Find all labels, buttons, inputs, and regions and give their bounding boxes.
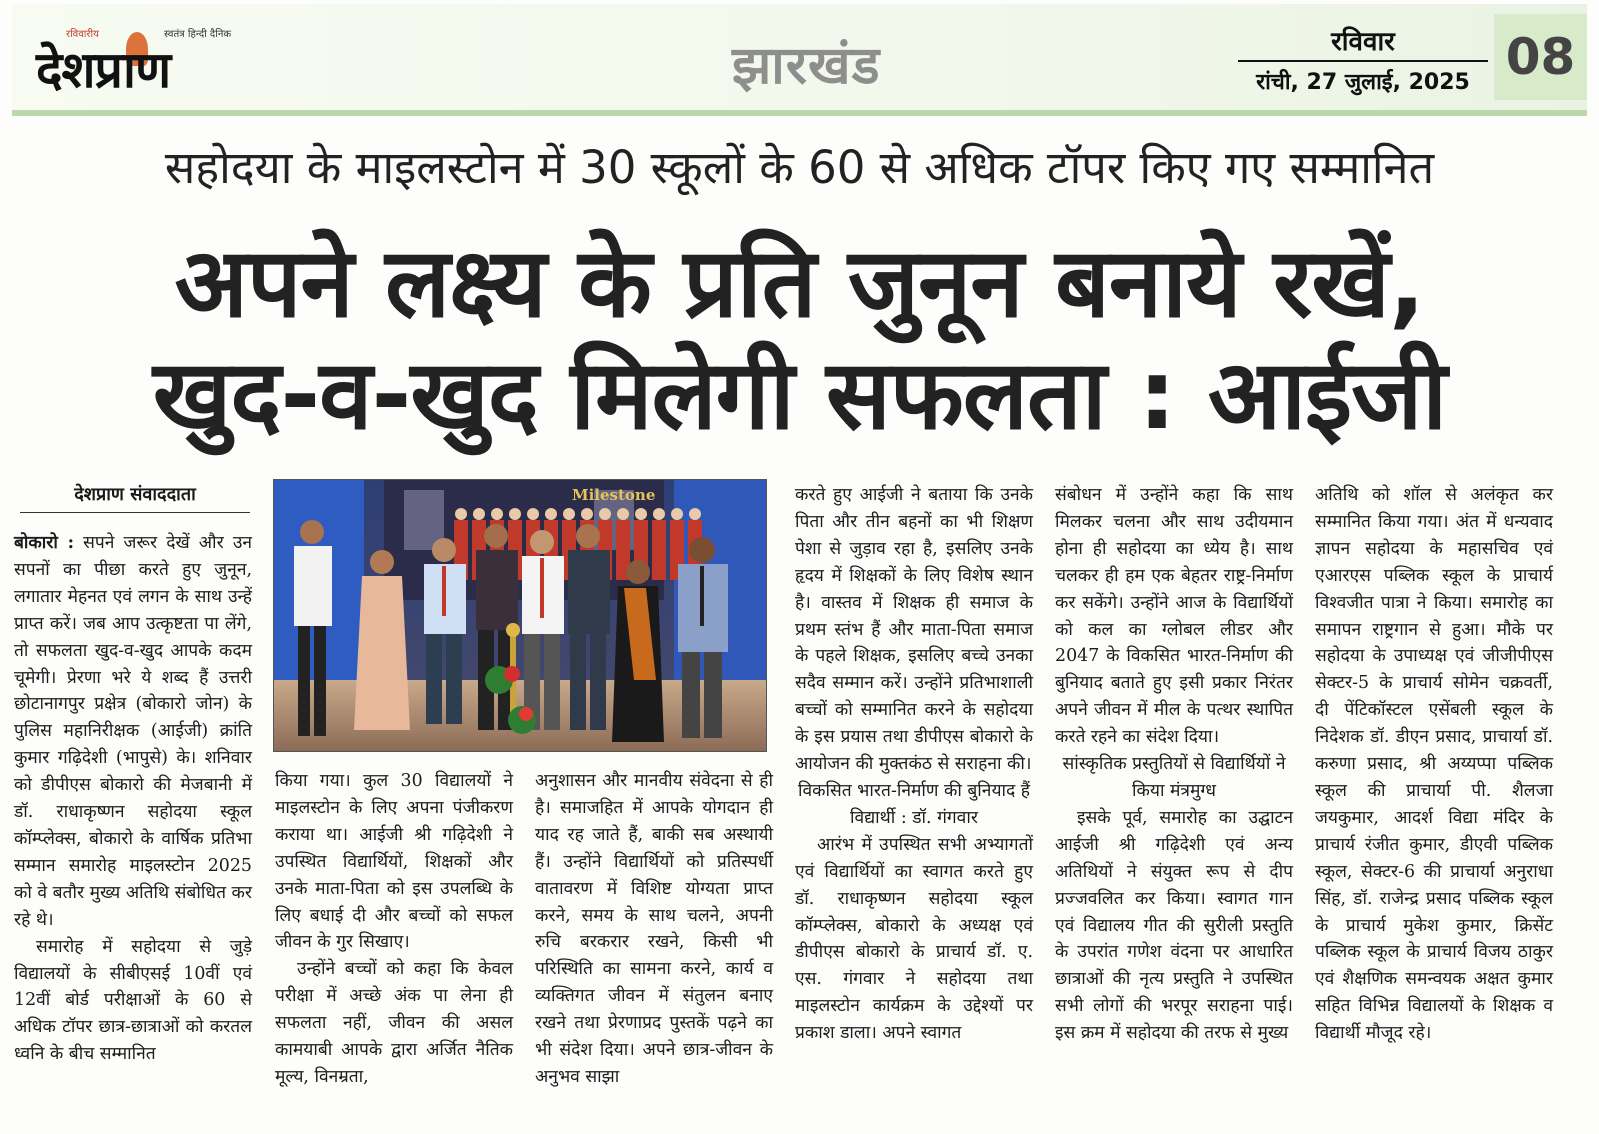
column-5-paragraph-2: इसके पूर्व, समारोह का उद्घाटन आईजी श्री गढ़िदेशी एवं अन्य अतिथियों ने संयुक्त रूप से दीप प्रज्जवलित कर किया। स्वागत गान एवं विद्यालय गीत की सुरीली प्रस्तुति के उपरांत गणेश वंदना पर आधारित छात्राओं की नृत्य प्रस्तुति ने उपस्थित सभी लोगों की भरपूर सराहना पाई। इस क्रम में सहोदया की तरफ से मुख्य <box>1055 807 1293 1044</box>
column-1-text-1: सपने जरूर देखें और उन सपनों का पीछा करते हुए जुनून, लगातार मेहनत एवं लगन के साथ उन्हें प्राप्त करें। जब आप उत्कृष्टता पा लेंगे, तो सफलता खुद-व-खुद आपके कदम चूमेगी। प्रेरणा भरे ये शब्द हैं उत्तरी छोटानागपुर प्रक्षेत्र (बोकारो जोन) के पुलिस महानिरीक्षक (आईजी) क्रांति कुमार गढ़िदेशी (भापुसे) के। शनिवार को डीपीएस बोकारो की मेजबानी में डॉ. राधाकृष्णन सहोदया स्कूल कॉम्प्लेक्स, बोकारो के वार्षिक प्रतिभा सम्मान समारोह माइलस्टोन 2025 को वे बतौर मुख्य अतिथि संबोधित कर रहे थे। <box>14 533 253 930</box>
article-column-3 <box>535 768 773 1091</box>
dateline: बोकारो : <box>14 533 74 553</box>
event-photo[interactable] <box>273 479 767 752</box>
column-3-paragraph-1: अनुशासन और मानवीय संवेदना से ही है। समाजहित में आपके योगदान ही याद रह जाते हैं, बाकी सब अस्थायी हैं। उन्होंने विद्यार्थियों को प्रतिस्पर्धी वातावरण में विशिष्ट योग्यता प्राप्त करने, समय के साथ चलने, अपनी रुचि बरकरार रखने, किसी भी परिस्थिति का सामना करने, कार्य व व्यक्तिगत जीवन में संतुलन बनाए रखने तथा प्रेरणाप्रद पुस्तकें पढ़ने का भी संदेश दिया। अपने छात्र-जीवन के अनुभव साझा <box>535 771 773 1087</box>
article-headline-line2: खुद-व-खुद मिलेगी सफलता : आईजी <box>152 339 1447 451</box>
byline: देशप्राण संवाददाता <box>20 482 250 513</box>
page-number: 08 <box>1494 14 1587 100</box>
column-5-paragraph-1: संबोधन में उन्होंने कहा कि साथ मिलकर चलना और साथ उदीयमान होना ही सहोदया का ध्येय है। साथ चलकर ही हम एक बेहतर राष्ट्र-निर्माण कर सकेंगे। उन्होंने आज के विद्यार्थियों को कल का ग्लोबल लीडर और 2047 के विकसित भारत-निर्माण की बुनियाद बताते हुए इसी प्रकार निरंतर अपने जीवन में मील के पत्थर स्थापित करते रहने का संदेश दिया। <box>1055 485 1293 748</box>
column-1-paragraph-1 <box>14 530 252 934</box>
stage-photo-illustration <box>274 480 767 752</box>
photo-banner-text: Milestone <box>572 486 656 504</box>
article-column-4 <box>795 482 1033 1047</box>
article-kicker: सहोदया के माइलस्टोन में 30 स्कूलों के 60 से अधिक टॉपर किए गए सम्मानित <box>164 141 1435 194</box>
article-headline-line1: अपने लक्ष्य के प्रति जुनून बनाये रखें, <box>174 227 1425 339</box>
logo-tag-right: स्वतंत्र हिन्दी दैनिक <box>164 29 232 40</box>
logo-tag-left: रविवारीय <box>66 29 99 40</box>
section-title: झारखंड <box>732 36 881 96</box>
column-4-paragraph-2: आरंभ में उपस्थित सभी अभ्यागतों एवं विद्यार्थियों का स्वागत करते हुए डॉ. राधाकृष्णन सहोदया स्कूल कॉम्प्लेक्स, बोकारो के अध्यक्ष एवं डीपीएस बोकारो के प्राचार्य डॉ. ए. एस. गंगवार ने सहोदया तथा माइलस्टोन कार्यक्रम के उद्देश्यों पर प्रकाश डाला। अपने स्वागत <box>795 834 1033 1044</box>
date-day: रविवार <box>1238 22 1488 62</box>
logo-name: देशप्राण <box>36 41 171 99</box>
column-1-paragraph-2: समारोह में सहोदया से जुड़े विद्यालयों के सीबीएसई 10वीं एवं 12वीं बोर्ड परीक्षाओं के 60 से अधिक टॉपर छात्र-छात्राओं को करतल ध्वनि के बीच सम्मानित <box>14 936 252 1065</box>
article-column-2 <box>275 768 513 1091</box>
column-2-paragraph-2: उन्होंने बच्चों को कहा कि केवल परीक्षा में अच्छे अंक पा लेना ही सफलता नहीं, जीवन की असल कामयाबी आपके द्वारा अर्जित नैतिक मूल्य, विनम्रता, <box>275 959 513 1087</box>
column-6-paragraph-1: अतिथि को शॉल से अलंकृत कर सम्मानित किया गया। अंत में धन्यवाद ज्ञापन सहोदया के महासचिव एवं एआरएस पब्लिक स्कूल के प्राचार्य विश्वजीत पात्रा ने किया। समारोह का समापन राष्ट्रगान से हुआ। मौके पर सहोदया के उपाध्यक्ष एवं जीजीपीएस सेक्टर-5 के प्राचार्य सोमेन चक्रवर्ती, दी पेंटिकॉस्टल एसेंबली स्कूल के निदेशक डॉ. डीएन प्रसाद, प्राचार्या डॉ. करुणा प्रसाद, श्री अय्यप्पा पब्लिक स्कूल की प्राचार्या पी. शैलजा जयकुमार, आदर्श विद्या मंदिर के प्राचार्य रंजीत कुमार, डीएवी पब्लिक स्कूल, सेक्टर-6 की प्राचार्या अनुराधा सिंह, डॉ. राजेन्द्र प्रसाद पब्लिक स्कूल के प्राचार्य मुकेश कुमार, क्रिसेंट पब्लिक स्कूल के प्राचार्य विजय ठाकुर एवं शैक्षणिक समन्वयक अक्षत कुमार सहित विभिन्न विद्यालयों के शिक्षक व विद्यार्थी मौजूद रहे। <box>1315 485 1553 1044</box>
column-2-paragraph-1: किया गया। कुल 30 विद्यालयों ने माइलस्टोन के लिए अपना पंजीकरण कराया था। आईजी श्री गढ़िदेशी ने उपस्थित विद्यार्थियों, शिक्षकों और उनके माता-पिता को इस उपलब्धि के लिए बधाई दी और बच्चों को सफल जीवन के गुर सिखाए। <box>275 771 513 953</box>
column-4-paragraph-1: करते हुए आईजी ने बताया कि उनके पिता और तीन बहनों का भी शिक्षण पेशा से जुड़ाव रहा है, इसलिए उनके हृदय में शिक्षकों के लिए विशेष स्थान है। वास्तव में शिक्षक ही समाज के प्रथम स्तंभ हैं और माता-पिता समाज के पहले शिक्षक, इसलिए बच्चे उनका सदैव सम्मान करें। उन्होंने प्रतिभाशाली बच्चों को सम्मानित करने के सहोदया के इस प्रयास तथा डीपीएस बोकारो के आयोजन की मुक्तकंठ से सराहना की। <box>795 485 1033 775</box>
article-column-6 <box>1315 482 1553 1047</box>
article-column-1 <box>14 530 252 1068</box>
date-full: रांची, 27 जुलाई, 2025 <box>1256 70 1470 95</box>
article-column-5 <box>1055 482 1293 1047</box>
masthead <box>12 4 1587 116</box>
date-box <box>1238 22 1488 96</box>
column-4-subhead: विकसित भारत-निर्माण की बुनियाद हैं विद्यार्थी : डॉ. गंगवार <box>797 780 1031 828</box>
newspaper-logo[interactable] <box>36 22 266 102</box>
column-5-subhead: सांस्कृतिक प्रस्तुतियों से विद्यार्थियों ने किया मंत्रमुग्ध <box>1062 754 1286 801</box>
